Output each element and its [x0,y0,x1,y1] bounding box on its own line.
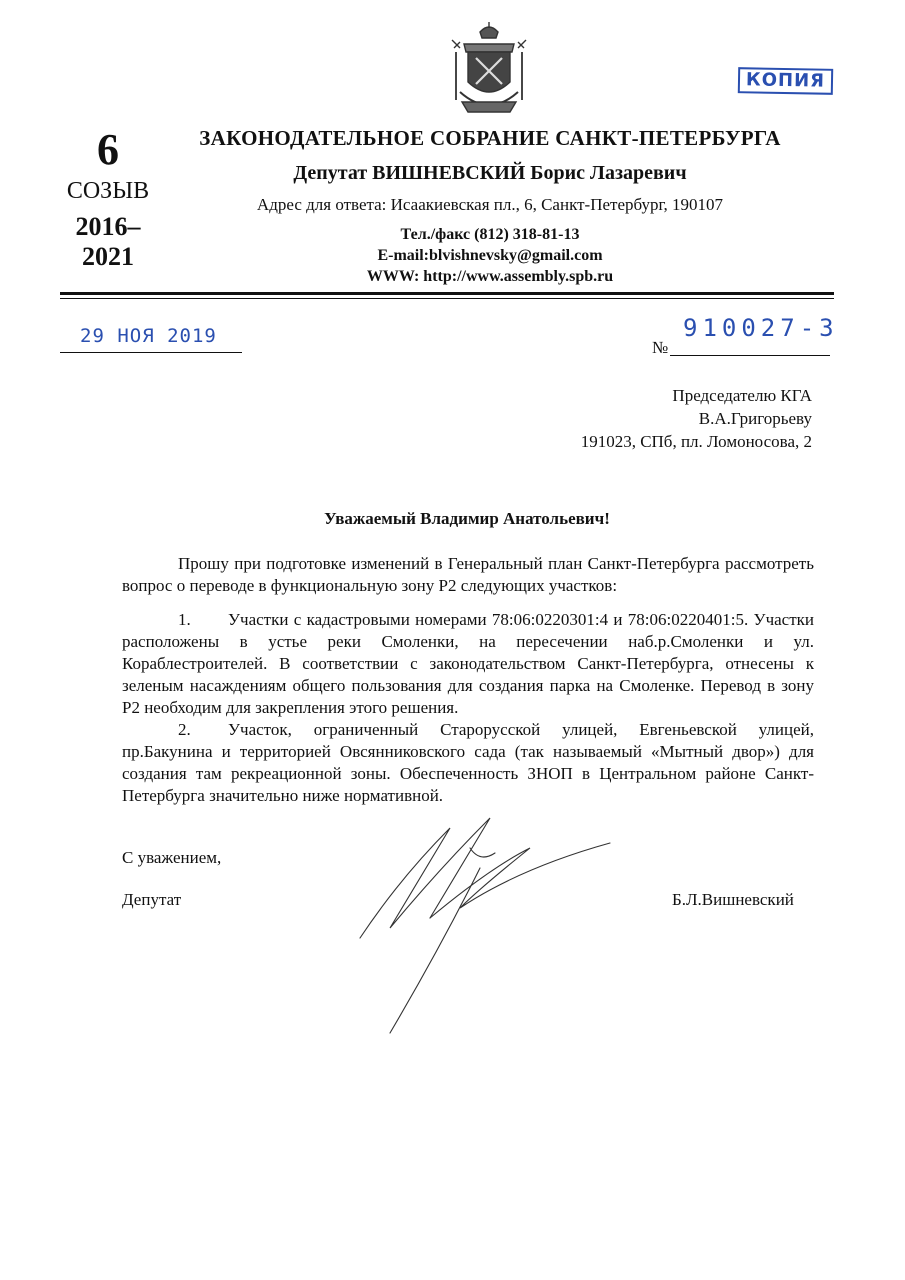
copy-stamp: КОПИЯ [738,67,833,95]
salutation: Уважаемый Владимир Анатольевич! [324,509,610,528]
recipient-name: В.А.Григорьеву [698,409,812,428]
number-sign: № [652,338,669,357]
deputy-name: Депутат ВИШНЕВСКИЙ Борис Лазаревич [293,162,687,184]
handwritten-signature [330,808,620,1038]
email-address: E-mail:blvishnevsky@gmail.com [377,247,603,264]
letter-body [122,553,814,807]
recipient-address: 191023, СПб, пл. Ломоносова, 2 [580,432,812,451]
registration-number: 910027-3 [683,314,839,342]
recipient-position: Председателю КГА [672,386,812,405]
list-item [122,609,814,719]
header-divider-thick [60,292,834,295]
item-number: 1. [178,610,191,629]
item-text: Участок, ограниченный Старорусской улицей, Евгеньевской улицей, пр.Бакунина и территорией Овсянниковского сада (так называемый «Мытный двор») для создания там рекреационной зоны. Обеспеченность ЗНОП в Центральном районе Санкт-Петербурга значительно ниже нормативной. [122,720,814,805]
signer-name: Б.Л.Вишневский [672,890,794,909]
date-stamp: 29 НОЯ 2019 [80,325,217,347]
phone-fax: Тел./факс (812) 318-81-13 [400,226,580,243]
convocation-years-end: 2021 [82,242,134,271]
coat-of-arms-icon [450,22,528,114]
date-underline [60,352,242,353]
reply-address: Адрес для ответа: Исаакиевская пл., 6, Санкт-Петербург, 190107 [256,195,724,214]
item-number: 2. [178,720,191,739]
convocation-block [60,125,156,272]
contacts-block [160,224,820,287]
recipient-block [480,384,812,453]
convocation-label: СОЗЫВ [66,178,150,204]
website: WWW: http://www.assembly.spb.ru [366,268,614,285]
header-divider-thin [60,298,834,299]
item-text: Участки с кадастровыми номерами 78:06:0220301:4 и 78:06:0220401:5. Участки расположены в устье реки Смоленки, на пересечении наб.р.Смоленки и ул. Кораблестроителей. В соответствии с законодательством Санкт-Петербурга, отнесены к зеленым насаждениям общего пользования для создания парка на Смоленке. Перевод в зону Р2 необходим для закрепления этого решения. [122,610,814,717]
convocation-number: 6 [97,125,119,174]
signer-position: Депутат [122,890,182,909]
organization-title: ЗАКОНОДАТЕЛЬНОЕ СОБРАНИЕ САНКТ-ПЕТЕРБУРГА [199,126,781,150]
closing-phrase: С уважением, [122,848,222,867]
convocation-years-start: 2016– [75,212,141,241]
list-item [122,719,814,807]
number-underline [670,355,830,356]
intro-paragraph: Прошу при подготовке изменений в Генеральный план Санкт-Петербурга рассмотреть вопрос о переводе в функциональную зону Р2 следующих участков: [122,554,814,595]
